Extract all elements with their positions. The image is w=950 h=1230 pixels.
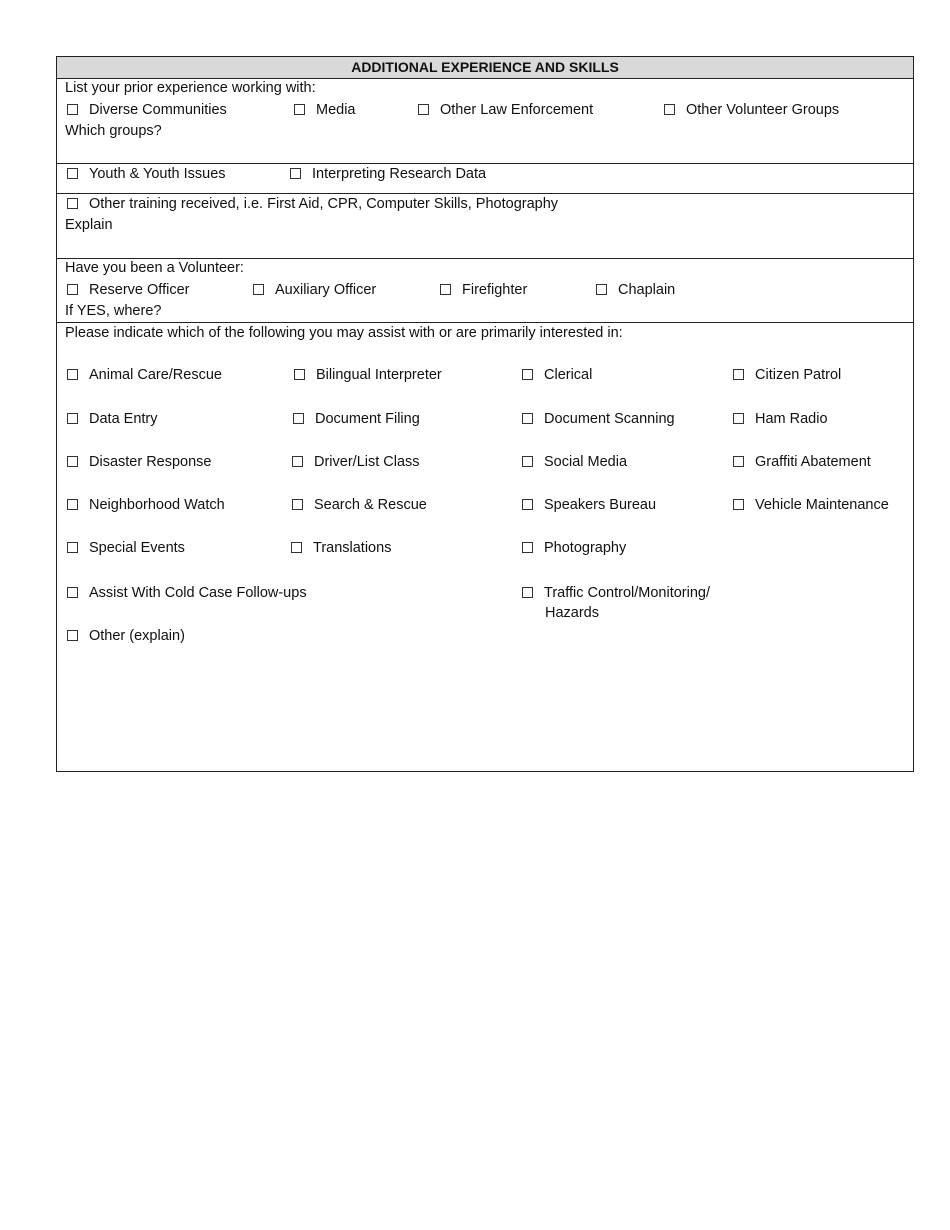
checkbox-special-events[interactable]: Special Events: [67, 539, 185, 557]
checkbox-icon: [67, 198, 78, 209]
checkbox-icon: [67, 168, 78, 179]
checkbox-icon: [67, 542, 78, 553]
checkbox-vehicle-maintenance[interactable]: Vehicle Maintenance: [733, 496, 889, 514]
checkbox-icon: [440, 284, 451, 295]
checkbox-icon: [733, 456, 744, 467]
checkbox-icon: [522, 369, 533, 380]
experience-skills-form: [56, 56, 914, 772]
row-divider: [57, 163, 913, 164]
checkbox-icon: [522, 413, 533, 424]
checkbox-icon: [522, 499, 533, 510]
prior-experience-prompt: List your prior experience working with:: [65, 80, 316, 96]
checkbox-icon: [733, 499, 744, 510]
checkbox-icon: [67, 284, 78, 295]
checkbox-disaster-response[interactable]: Disaster Response: [67, 453, 212, 471]
checkbox-icon: [253, 284, 264, 295]
checkbox-youth-issues[interactable]: Youth & Youth Issues: [67, 165, 226, 183]
checkbox-icon: [67, 456, 78, 467]
checkbox-icon: [418, 104, 429, 115]
checkbox-icon: [522, 456, 533, 467]
checkbox-document-filing[interactable]: Document Filing: [293, 410, 420, 428]
checkbox-icon: [67, 499, 78, 510]
checkbox-icon: [290, 168, 301, 179]
checkbox-icon: [293, 413, 304, 424]
checkbox-document-scanning[interactable]: Document Scanning: [522, 410, 675, 428]
checkbox-firefighter[interactable]: Firefighter: [440, 281, 527, 299]
checkbox-traffic-control[interactable]: Traffic Control/Monitoring/: [522, 584, 710, 602]
checkbox-diverse-communities[interactable]: Diverse Communities: [67, 101, 227, 119]
checkbox-photography[interactable]: Photography: [522, 539, 626, 557]
checkbox-icon: [294, 104, 305, 115]
checkbox-icon: [67, 630, 78, 641]
checkbox-search-rescue[interactable]: Search & Rescue: [292, 496, 427, 514]
checkbox-translations[interactable]: Translations: [291, 539, 391, 557]
checkbox-icon: [67, 413, 78, 424]
checkbox-icon: [67, 104, 78, 115]
checkbox-animal-care[interactable]: Animal Care/Rescue: [67, 366, 222, 384]
if-yes-where-label: If YES, where?: [65, 303, 162, 319]
checkbox-ham-radio[interactable]: Ham Radio: [733, 410, 828, 428]
checkbox-icon: [596, 284, 607, 295]
checkbox-interpreting-research-data[interactable]: Interpreting Research Data: [290, 165, 486, 183]
interests-prompt: Please indicate which of the following you may assist with or are primarily interested in:: [65, 325, 623, 341]
row-divider: [57, 193, 913, 194]
checkbox-other-training[interactable]: Other training received, i.e. First Aid, CPR, Computer Skills, Photography: [67, 195, 558, 213]
checkbox-icon: [67, 369, 78, 380]
checkbox-other-law-enforcement[interactable]: Other Law Enforcement: [418, 101, 593, 119]
row-divider: [57, 322, 913, 323]
checkbox-speakers-bureau[interactable]: Speakers Bureau: [522, 496, 656, 514]
checkbox-bilingual-interpreter[interactable]: Bilingual Interpreter: [294, 366, 442, 384]
checkbox-icon: [291, 542, 302, 553]
checkbox-media[interactable]: Media: [294, 101, 356, 119]
checkbox-reserve-officer[interactable]: Reserve Officer: [67, 281, 189, 299]
section-title: ADDITIONAL EXPERIENCE AND SKILLS: [57, 57, 913, 79]
checkbox-citizen-patrol[interactable]: Citizen Patrol: [733, 366, 841, 384]
checkbox-icon: [733, 413, 744, 424]
checkbox-driver-list-class[interactable]: Driver/List Class: [292, 453, 420, 471]
checkbox-icon: [292, 499, 303, 510]
checkbox-other-volunteer-groups[interactable]: Other Volunteer Groups: [664, 101, 839, 119]
checkbox-icon: [522, 542, 533, 553]
checkbox-clerical[interactable]: Clerical: [522, 366, 592, 384]
which-groups-label: Which groups?: [65, 123, 162, 139]
checkbox-icon: [733, 369, 744, 380]
checkbox-neighborhood-watch[interactable]: Neighborhood Watch: [67, 496, 225, 514]
checkbox-cold-case-followups[interactable]: Assist With Cold Case Follow-ups: [67, 584, 307, 602]
checkbox-auxiliary-officer[interactable]: Auxiliary Officer: [253, 281, 376, 299]
checkbox-icon: [292, 456, 303, 467]
checkbox-icon: [67, 587, 78, 598]
explain-label: Explain: [65, 217, 113, 233]
traffic-control-label-continued: Hazards: [545, 605, 599, 621]
checkbox-icon: [664, 104, 675, 115]
checkbox-chaplain[interactable]: Chaplain: [596, 281, 675, 299]
checkbox-graffiti-abatement[interactable]: Graffiti Abatement: [733, 453, 871, 471]
checkbox-social-media[interactable]: Social Media: [522, 453, 627, 471]
checkbox-icon: [294, 369, 305, 380]
checkbox-icon: [522, 587, 533, 598]
checkbox-data-entry[interactable]: Data Entry: [67, 410, 158, 428]
volunteer-prompt: Have you been a Volunteer:: [65, 260, 244, 276]
checkbox-other-explain[interactable]: Other (explain): [67, 627, 185, 645]
